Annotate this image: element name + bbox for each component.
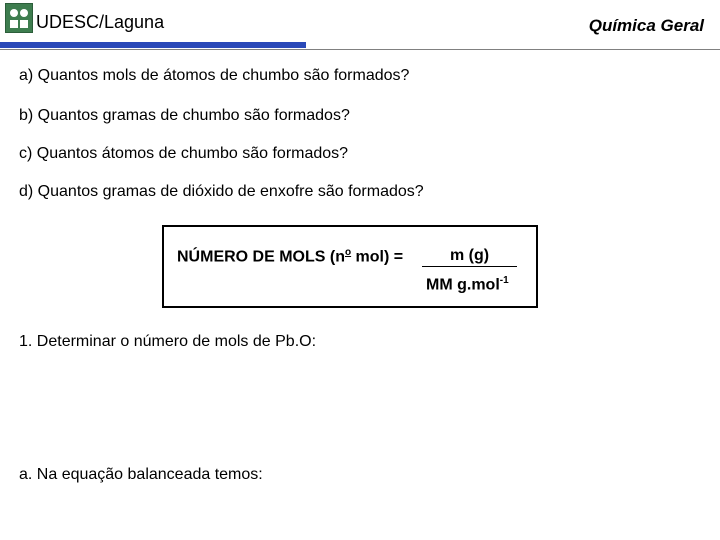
question-d: d) Quantos gramas de dióxido de enxofre são formados? bbox=[19, 183, 424, 200]
formula-label bbox=[177, 247, 403, 266]
formula-prefix: NÚMERO DE MOLS (n bbox=[177, 248, 345, 266]
step-1: 1. Determinar o número de mols de Pb.O: bbox=[19, 333, 317, 350]
step-a: a. Na equação balanceada temos: bbox=[19, 466, 263, 483]
formula-numerator: m (g) bbox=[422, 247, 517, 267]
header-divider bbox=[0, 49, 720, 50]
question-a: a) Quantos mols de átomos de chumbo são formados? bbox=[19, 67, 410, 84]
formula-box bbox=[162, 225, 538, 308]
udesc-logo-icon bbox=[5, 3, 33, 33]
question-b: b) Quantos gramas de chumbo são formados? bbox=[19, 107, 350, 124]
formula-denominator bbox=[426, 275, 509, 294]
header-accent-bar bbox=[0, 42, 306, 48]
formula-denominator-unit: MM g.mol bbox=[426, 276, 500, 294]
formula-suffix: mol) = bbox=[351, 248, 404, 266]
question-c: c) Quantos átomos de chumbo são formados? bbox=[19, 145, 349, 162]
brand-name: UDESC/Laguna bbox=[36, 12, 165, 32]
course-title: Química Geral bbox=[588, 16, 704, 35]
formula-superscript: o bbox=[345, 247, 352, 258]
formula-denominator-exponent: -1 bbox=[499, 275, 509, 286]
